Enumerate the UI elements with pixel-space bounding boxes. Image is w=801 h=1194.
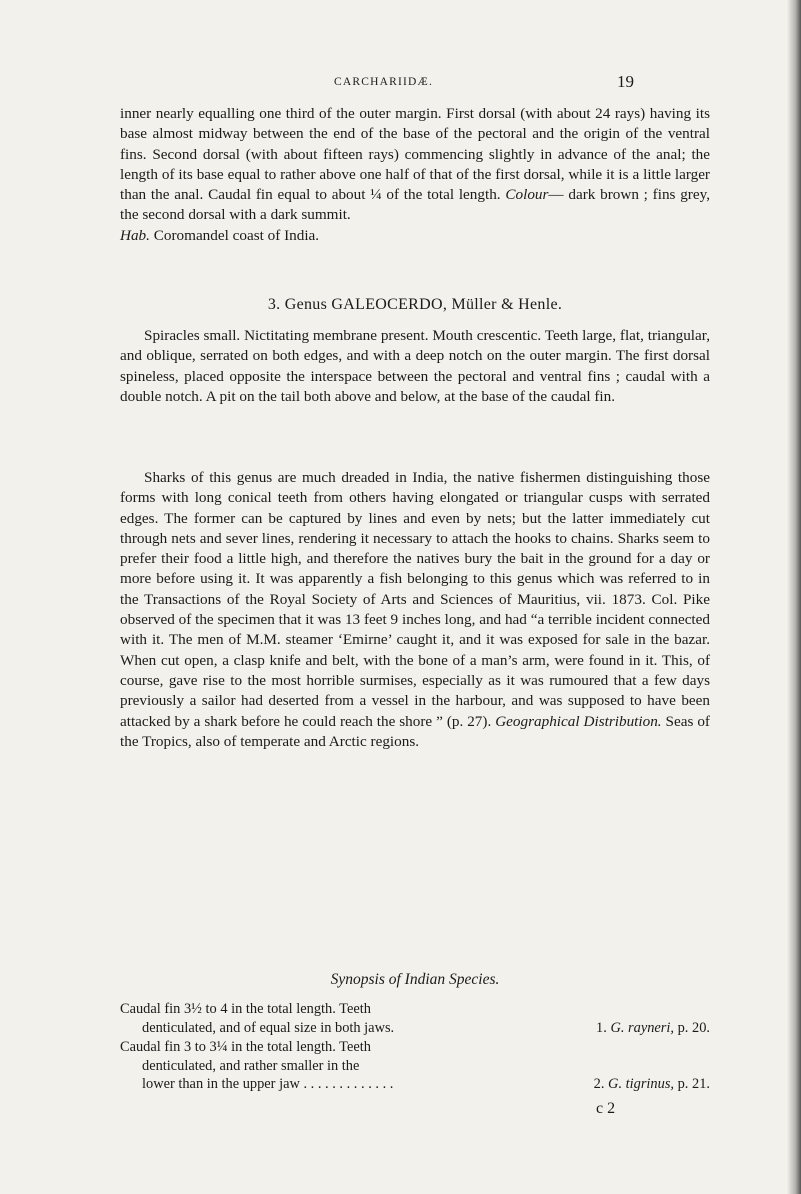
colour-text: — dark brown ; fins grey, the second dorsal with a dark summit.	[120, 186, 711, 224]
signature-mark: c 2	[596, 1100, 616, 1117]
synopsis-line	[120, 1075, 710, 1094]
species-reference	[596, 1019, 710, 1038]
page-header	[0, 72, 801, 96]
species-name: G. rayneri,	[610, 1019, 675, 1036]
habitat-label: Hab.	[120, 226, 150, 244]
description-text: inner nearly equalling one third of the outer margin. First dorsal (with about 24 rays) having its base almost midway between the end of the base of the pectoral and the origin of the ventral fins. Second dorsal (with about fifteen rays) commencing slightly in advance of the anal; the length of its base equal to rather above one half of that of the first dorsal, while it is a little larger than the anal. Caudal fin equal to about ¼ of the total length.	[120, 105, 710, 204]
distribution-text: Seas of the Tropics, also of temperate and Arctic regions.	[120, 712, 710, 750]
species-number: 2.	[593, 1076, 605, 1092]
genus-characters-text: Spiracles small. Nictitating membrane present. Mouth crescentic. Teeth large, flat, triangular, and oblique, serrated on both edges, and with a deep notch on the outer margin. The first dorsal spineless, placed opposite the interspace between the pectoral and ventral fins ; caudal with a double notch. A pit on the tail both above and below, at the base of the caudal fin.	[120, 327, 710, 405]
genus-notes-paragraph	[120, 468, 710, 752]
species-reference	[594, 1075, 710, 1094]
page-number: 19	[617, 72, 634, 91]
species-page: p. 21.	[674, 1076, 710, 1092]
synopsis-line: Caudal fin 3½ to 4 in the total length. Teeth	[120, 1001, 371, 1017]
synopsis-line	[120, 1019, 710, 1038]
synopsis-entry	[120, 1038, 710, 1094]
genus-characters-paragraph	[120, 326, 710, 407]
running-title: CARCHARIIDÆ.	[334, 76, 434, 88]
synopsis-line-text: denticulated, and of equal size in both jaws.	[142, 1019, 395, 1036]
species-name: G. tigrinus,	[608, 1076, 675, 1092]
synopsis-line: denticulated, and rather smaller in the	[142, 1057, 360, 1074]
species-number: 1.	[596, 1019, 607, 1036]
genus-heading: 3. Genus GALEOCERDO, Müller & Henle.	[267, 296, 563, 313]
species-page: p. 20.	[674, 1019, 710, 1036]
synopsis-line: Caudal fin 3 to 3¼ in the total length. Teeth	[120, 1039, 371, 1055]
synopsis-title: Synopsis of Indian Species.	[330, 971, 500, 988]
genus-notes-text: Sharks of this genus are much dreaded in India, the native fishermen distinguishing those forms with long conical teeth from others having elongated or triangular cusps with serrated edges. The former can be captured by lines and even by nets; but the latter immediately cut through nets and sever lines, rendering it necessary to attach the hooks to chains. Sharks seem to prefer their food a little high, and therefore the natives bury the bait in the ground for a day or more before using it. It was apparently a fish belonging to this genus which was referred to in the Transactions of the Royal Society of Arts and Sciences of Mauritius, vii. 1873. Col. Pike observed of the specimen that it was 13 feet 9 inches long, and had “a terrible incident connected with it. The men of M.M. steamer ‘Emirne’ caught it, and it was exposed for sale in the bazar. When cut open, a clasp knife and belt, with the bone of a man’s arm, were found in it. This, of course, gave rise to the most horrible surmises, especially as it was rumoured that a few days previously a sailor had deserted from a vessel in the harbour, and was supposed to have been attacked by a shark before he could reach the shore ” (p. 27).	[120, 469, 710, 730]
synopsis-line-text: lower than in the upper jaw . . . . . . . . . . . . .	[142, 1076, 394, 1092]
page-edge-shadow	[787, 0, 801, 1194]
description-paragraph	[120, 104, 710, 246]
synopsis-entry	[120, 1000, 710, 1037]
distribution-label: Geographical Distribution.	[495, 712, 662, 730]
colour-label: Colour	[505, 186, 549, 204]
habitat-text: Coromandel coast of India.	[149, 226, 320, 244]
